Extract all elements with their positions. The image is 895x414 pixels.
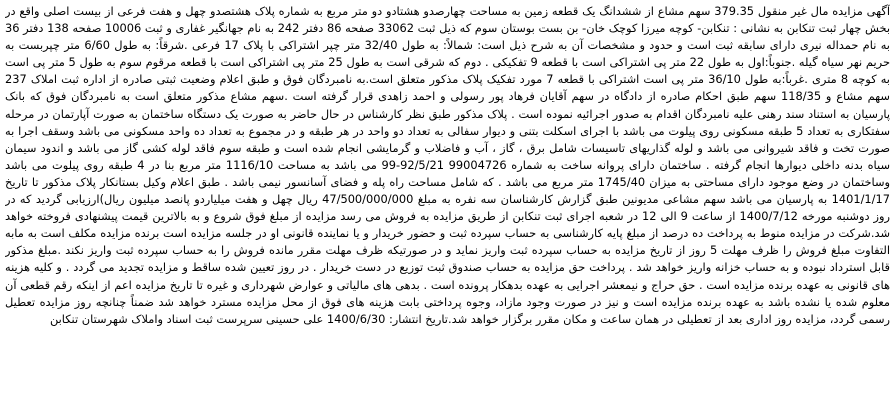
notice-text: آگهی مزایده مال غیر منقول 379.35 سهم مشاع از ششدانگ یک قطعه زمین به مساحت چهارصدو هشتادو دو متر مربع به شماره پلاک هشتصدو چهل و هفت فرعی از بیست اصلی واقع در بخش چهار ثبت تنکابن به نشانی : تنکابن- کوچه میرزا کوچک خان- بن بست بوستان سوم که ذیل ثبت 33062 صفحه 86 دفتر 242 به نام جهانگیر غفاری و ثبت 10006 صفحه 138 دفتر 36 به نام حمداله نیری دارای سابقه ثبت است و حدود و مشخصات آن به شرح ذیل است: شمالاً: به طول 32/40 متر چپر اشتراکی با پلاک 17 فرعی .شرقاً: به طول 6/60 متر چپربست به حریم نهر سیاه گیله .جنوباً:اول به طول 22 متر پی اشتراکی است با قطعه 9 تفکیکی . دوم که شرقی است به طول 25 متر پی اشتراکی است با قطعه مرقوم سوم به طول 5 متر پی است به کوچه 8 متری .غرباً:به طول 36/10 متر پی است اشتراکی با قطعه 7 مورد تفکیک پلاک مذکور متعلق است.به نامبردگان فوق و طبق اعلام وضعیت ثبتی صادره از اداره ثبت املاک 237 سهم مشاع و 118/35 سهم طبق احکام صادره از دادگاه در سهم آقایان فرهاد پور رسولی و احمد زاهدی قرار گرفته است .سهم مشاع مذکور متعلق است به نامبردگان فوق که بانک پارسیان به استناد سند رهنی علیه نامبردگان اقدام به صدور اجرائیه نموده است . پلاک مذکور طبق نظر کارشناس در حال حاضر به صورت یک دستگاه ساختمان به صورت آپارتمان در مرحله سفتکاری به تعداد 5 طبقه مسکونی روی پیلوت می باشد با اجرای اسکلت بتنی و دیوار سفالی به تعداد دو واحد در هر طبقه و در مجموع به تعداد ده واحد مسکونی می باشد وسقف اجرا به صورت تخت و فاقد شیروانی می باشد و لوله گذاریهای تاسیسات شامل برق ، گاز ، آب و فاضلاب و گرمایشی انجام شده است و طبقه سوم فاقد لوله کشی گاز می باشد و اندود سیمان سیاه بدنه داخلی دیوارها انجام گرفته . ساختمان دارای پروانه ساخت به شماره 99004726 92/5/21-99 می باشد به مساحت 1116/10 متر مربع بنا در 4 طبقه روی پیلوت می باشد وساختمان در وضع موجود دارای مساحتی به میزان 1745/40 متر مربع می باشد . که شامل مساحت راه پله و فضای آسانسور نیمی باشد . طبق اعلام وکیل بستانکار پلاک مذکور تا تاریخ 1401/1/17 به پارسیان می باشد سهم مشاعی مدیونین طبق گزارش کارشناسان سه نفره به مبلغ 47/500/000/000 ریال چهل و هفت میلیاردو پانصد میلیون ریال)ارزیابی گردید که در روز دوشنبه مورخه 1400/7/12 از ساعت 9 الی 12 در شعبه اجرای ثبت تنکابن از طریق مزایده به فروش می رسد مزایده از مبلغ فوق شروع و به بالاترین قیمت پیشنهادی فروخته خواهد شد.شرکت در مزایده منوط به پرداخت ده درصد از مبلغ پایه کارشناسی به حساب سپرده ثبت و حضور خریدار و یا نماینده قانونی او در جلسه مزایده است برنده مزایده مکلف است به مابه التفاوت مبلغ فروش را ظرف مهلت 5 روز از تاریخ مزایده به حساب سپرده ثبت واریز نماید و در صورتیکه ظرف مهلت مقرر مانده فروش را به حساب سپرده ثبت واریز نکند .مبلغ مذکور قابل استرداد نبوده و به حساب خزانه واریز خواهد شد . پرداخت حق مزایده به حساب صندوق ثبت توزیع در دست خریدار . در روز تعیین شده ساقط و مزایده تجدید می گردد . و کلیه هزینه های قانونی به عهده برنده مزایده است . حق حراج و نیمعشر اجرایی به عهده بدهکار پرونده است . بدهی های مالیاتی و عوارض شهرداری و غیره تا تاریخ مزایده اعم از اینکه رقم قطعی آن معلوم شده یا نشده باشد به عهده برنده مزایده است و نیز در صورت وجود مازاد، وجوه پرداختی بابت هزینه های فوق از محل مزایده مسترد خواهد شد ضمناً چنانچه روز مزایده تعطیل رسمی گردد، مزایده روز اداری بعد از تعطیلی در همان ساعت و مکان مقرر برگزار خواهد شد.تاریخ انتشار: 1400/6/30 علی حسینی سرپرست ثبت اسناد واملاک شهرستان تنکابن <box>5 4 890 326</box>
auction-notice <box>5 3 890 408</box>
